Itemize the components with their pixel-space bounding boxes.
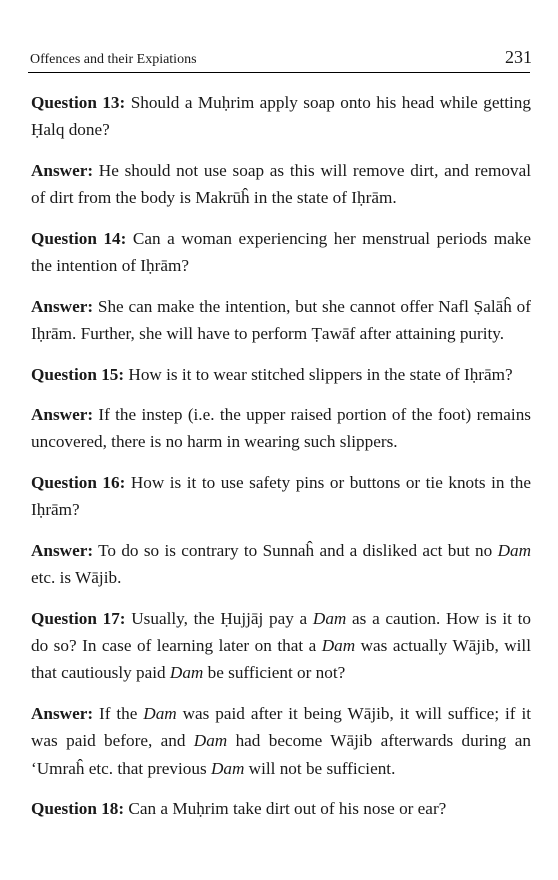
body-text: To do so is contrary to Sunnaĥ and a disliked act but no [93, 540, 498, 560]
question-label: Question 16: [31, 473, 126, 493]
body-text: be sufficient or not? [203, 663, 346, 683]
answer-paragraph [31, 293, 531, 348]
running-head: Offences and their Expiations [30, 52, 197, 67]
question-paragraph [31, 605, 531, 687]
question-label: Question 13: [31, 93, 126, 112]
body-text: was actually Wājib, will that cautiously paid [31, 636, 531, 683]
answer-paragraph [31, 401, 531, 456]
answer-label: Answer: [31, 160, 94, 180]
question-paragraph [31, 795, 531, 822]
body-text: If the instep (i.e. the upper raised portion of the foot) remains uncovered, there is no harm in wearing such slippers. [31, 405, 531, 452]
body-text: He should not use soap as this will remove dirt, and removal of dirt from the body is Makrūĥ in the state of Iḥrām. [31, 160, 531, 208]
italic-term: Dam [193, 731, 228, 751]
body-text: Can a woman experiencing her menstrual periods make the intention of Iḥrām? [31, 228, 532, 276]
answer-paragraph [31, 700, 531, 782]
italic-term: Dam [210, 758, 245, 778]
italic-term: Dam [143, 704, 177, 724]
answer-label: Answer: [31, 540, 94, 560]
question-label: Question 15: [31, 364, 125, 384]
page-number: 231 [505, 47, 532, 67]
body-text: How is it to wear stitched slippers in the state of Iḥrām? [124, 364, 513, 384]
italic-term: Dam [312, 608, 347, 628]
body-text: etc. is Wājib. [31, 568, 122, 588]
body-text: Should a Muḥrim apply soap onto his head while getting Ḥalq done? [31, 93, 531, 140]
body-text: will not be sufficient. [244, 758, 396, 778]
body-text: was paid after it being Wājib, it will suffice; if it was paid before, and [31, 704, 531, 751]
answer-label: Answer: [31, 296, 94, 316]
question-label: Question 17: [31, 608, 126, 628]
body-text: Usually, the Ḥujjāj pay a [125, 608, 313, 628]
page-header [30, 38, 532, 68]
body-text: had become Wājib afterwards during an ‘Umraĥ etc. that previous [31, 731, 531, 778]
header-rule [28, 72, 530, 73]
question-paragraph [31, 89, 531, 144]
italic-term: Dam [497, 540, 531, 560]
body-text: Can a Muḥrim take dirt out of his nose or ear? [124, 799, 447, 819]
question-paragraph [31, 225, 531, 280]
answer-paragraph [31, 157, 531, 212]
body-text: as a caution. How is it to do so? In case of learning later on that a [31, 608, 531, 656]
question-label: Question 18: [31, 799, 125, 819]
question-paragraph [31, 361, 531, 388]
answer-label: Answer: [31, 405, 94, 425]
answer-paragraph [31, 537, 531, 592]
body-text: How is it to use safety pins or buttons or tie knots in the Iḥrām? [31, 473, 531, 520]
body-text: She can make the intention, but she cannot offer Nafl Ṣalāĥ of Iḥrām. Further, she will have to perform Ṭawāf after attaining purity. [31, 296, 531, 343]
question-paragraph [31, 469, 531, 524]
italic-term: Dam [169, 663, 204, 683]
answer-label: Answer: [31, 704, 94, 724]
qa-content [31, 89, 531, 836]
question-label: Question 14: [31, 228, 127, 248]
italic-term: Dam [321, 636, 356, 656]
body-text: If the [93, 704, 144, 724]
